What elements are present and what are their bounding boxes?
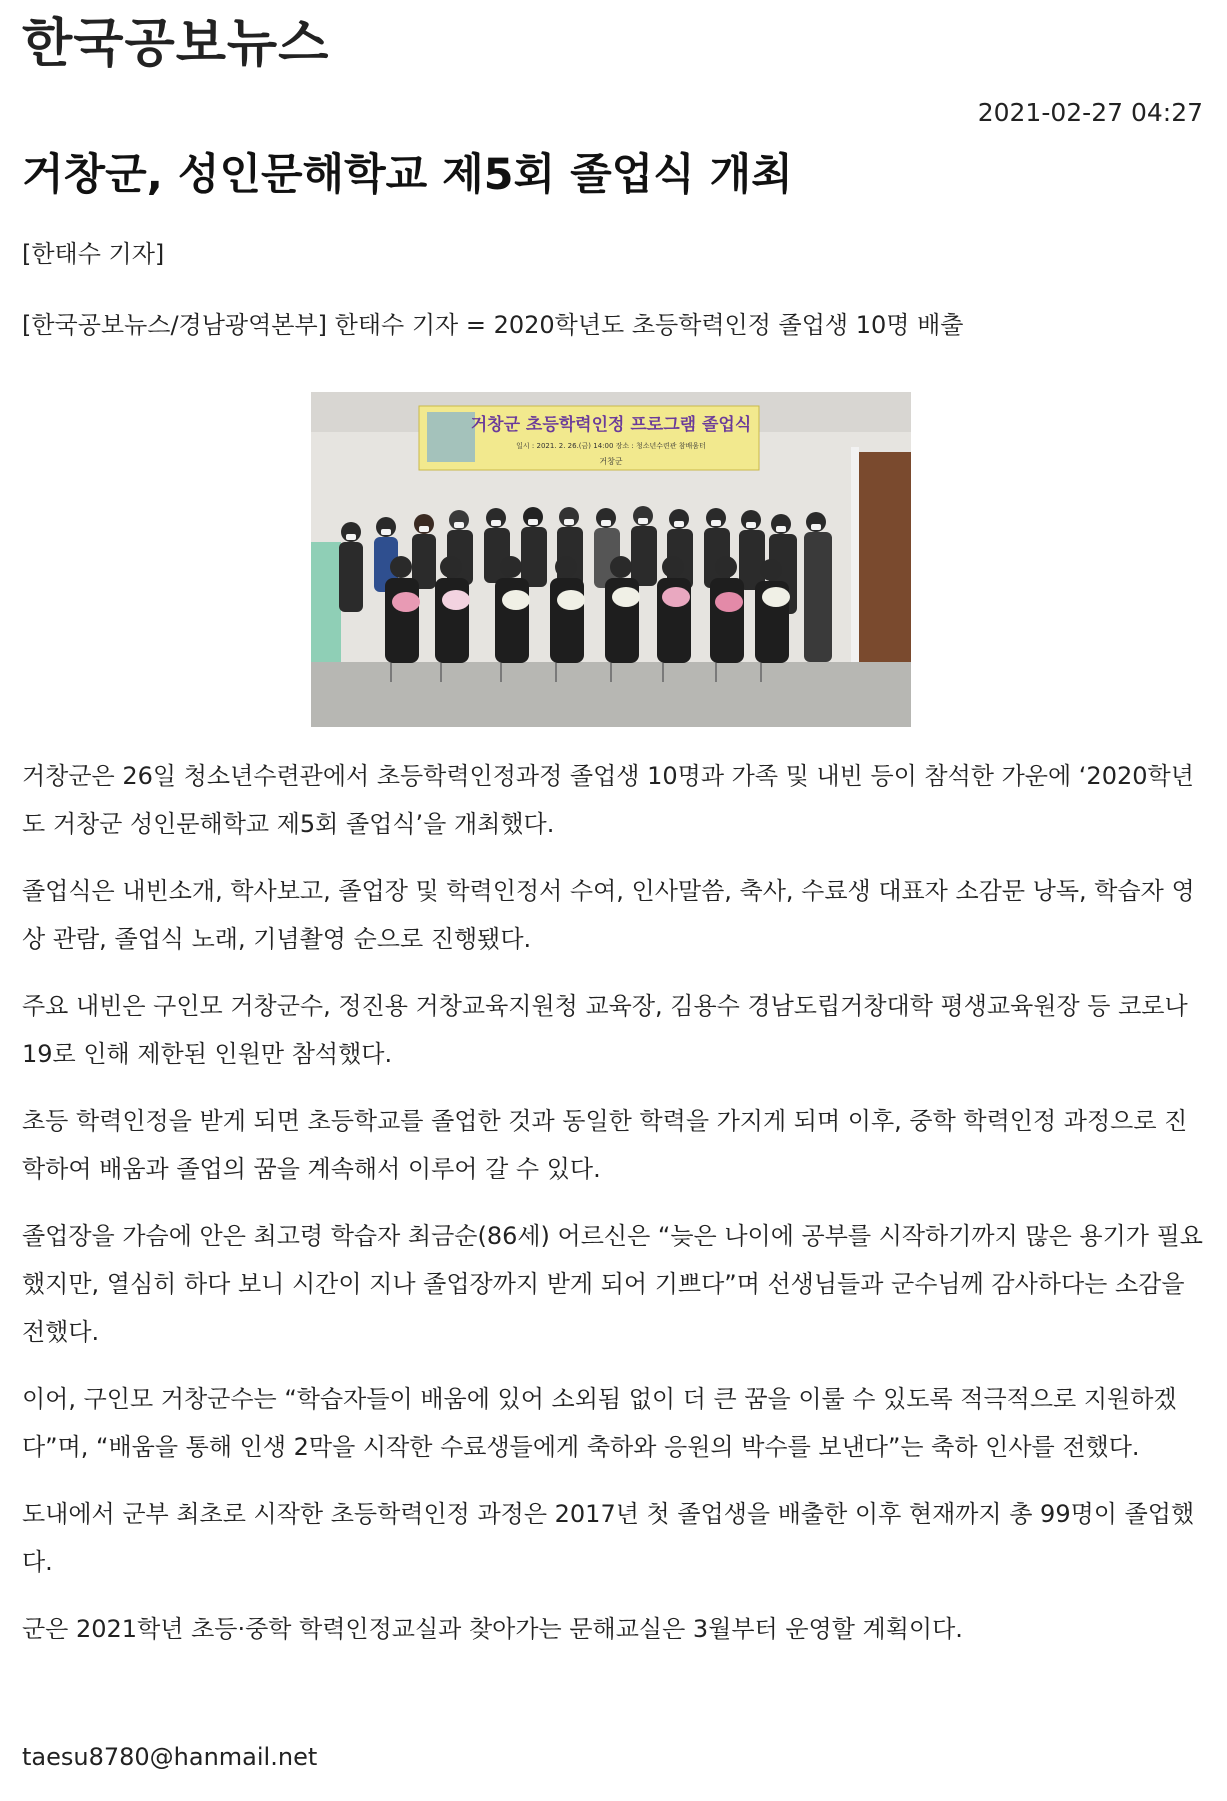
banner-info: 일시 : 2021. 2. 26.(금) 14:00 장소 : 청소년수련관 참배움터: [516, 442, 706, 450]
banner-org: 거창군: [599, 457, 623, 466]
article-paragraph: 졸업장을 가슴에 안은 최고령 학습자 최금순(86세) 어르신은 “늦은 나이에 공부를 시작하기까지 많은 용기가 필요했지만, 열심히 하다 보니 시간이 지나 졸업장까지 받게 되어 기쁘다”며 선생님들과 군수님께 감사하다는 소감을 전했다.: [22, 1222, 1203, 1346]
article-paragraph: 졸업식은 내빈소개, 학사보고, 졸업장 및 학력인정서 수여, 인사말씀, 축사, 수료생 대표자 소감문 낭독, 학습자 영상 관람, 졸업식 노래, 기념촬영 순으로 진행됐다.: [22, 877, 1195, 953]
article-lead: [한국공보뉴스/경남광역본부] 한태수 기자 = 2020학년도 초등학력인정 졸업생 10명 배출: [22, 311, 964, 339]
graduation-photo: [311, 392, 911, 727]
site-name[interactable]: 한국공보뉴스: [22, 14, 330, 74]
article-byline: [한태수 기자]: [22, 240, 165, 268]
article-timestamp: 2021-02-27 04:27: [977, 98, 1203, 127]
article-body: [22, 752, 1207, 1672]
article-paragraph: 주요 내빈은 구인모 거창군수, 정진용 거창교육지원청 교육장, 김용수 경남도립거창대학 평생교육원장 등 코로나19로 인해 제한된 인원만 참석했다.: [22, 992, 1188, 1068]
article-paragraph: 거창군은 26일 청소년수련관에서 초등학력인정과정 졸업생 10명과 가족 및 내빈 등이 참석한 가운에 ‘2020학년도 거창군 성인문해학교 제5회 졸업식’을 개최했다.: [22, 762, 1194, 838]
article-photo: [311, 392, 911, 727]
banner-title: 거창군 초등학력인정 프로그램 졸업식: [470, 415, 752, 435]
article-paragraph: 초등 학력인정을 받게 되면 초등학교를 졸업한 것과 동일한 학력을 가지게 되며 이후, 중학 학력인정 과정으로 진학하여 배움과 졸업의 꿈을 계속해서 이루어 갈 수 있다.: [22, 1107, 1188, 1183]
article-headline: 거창군, 성인문해학교 제5회 졸업식 개최: [22, 150, 793, 200]
article-paragraph: 이어, 구인모 거창군수는 “학습자들이 배움에 있어 소외됨 없이 더 큰 꿈을 이룰 수 있도록 적극적으로 지원하겠다”며, “배움을 통해 인생 2막을 시작한 수료생들에게 축하와 응원의 박수를 보낸다”는 축하 인사를 전했다.: [22, 1385, 1177, 1461]
article-paragraph: 도내에서 군부 최초로 시작한 초등학력인정 과정은 2017년 첫 졸업생을 배출한 이후 현재까지 총 99명이 졸업했다.: [22, 1500, 1195, 1576]
reporter-email[interactable]: taesu8780@hanmail.net: [22, 1743, 318, 1771]
article-paragraph: 군은 2021학년 초등·중학 학력인정교실과 찾아가는 문해교실은 3월부터 운영할 계획이다.: [22, 1615, 963, 1643]
